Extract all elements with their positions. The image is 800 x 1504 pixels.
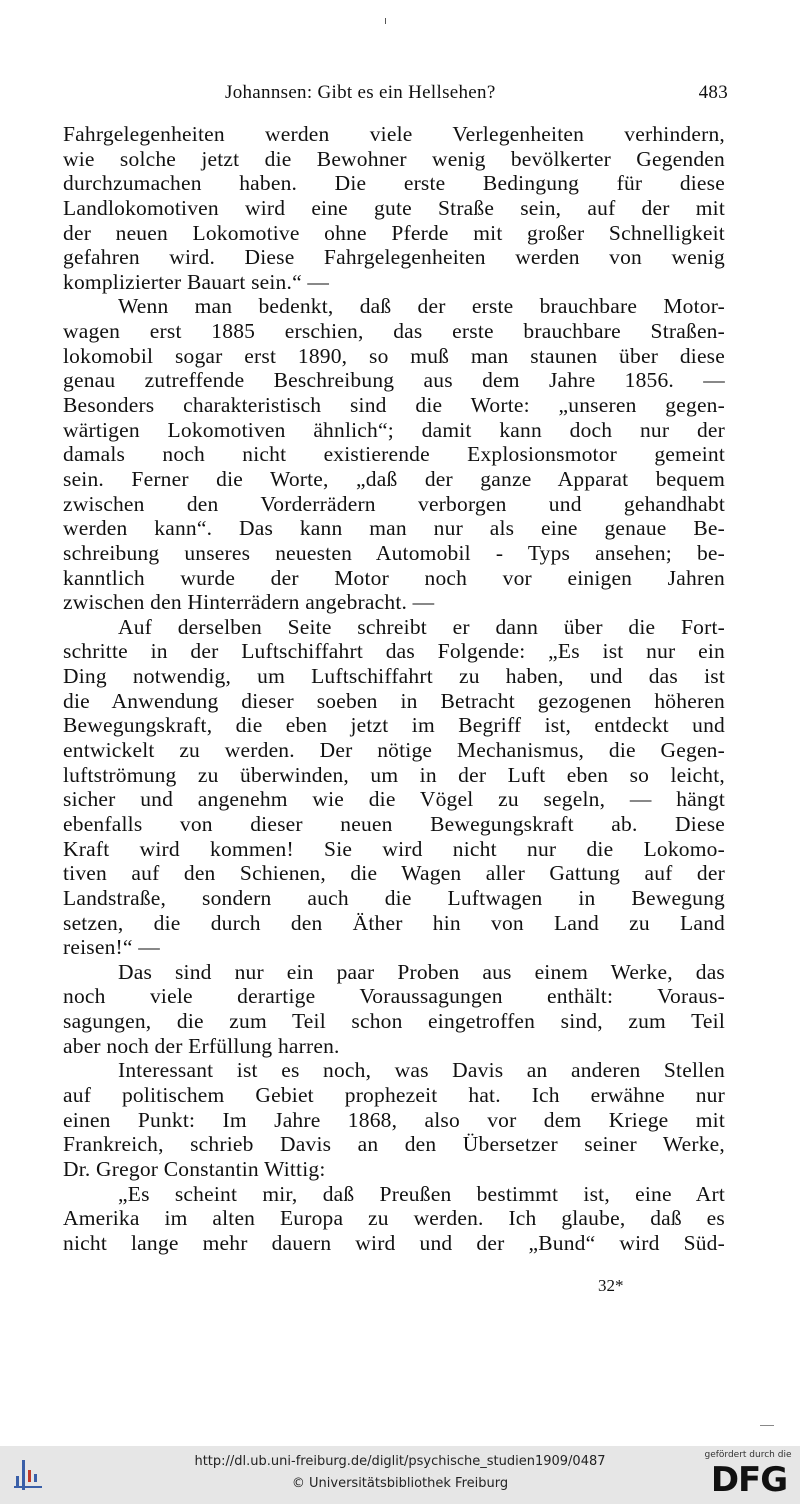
text-line: schritte in der Luftschiffahrt das Folgende: „Es ist nur ein <box>63 639 725 664</box>
text-line: reisen!“ — <box>63 935 160 960</box>
text-line: nicht lange mehr dauern wird und der „Bund“ wird Süd- <box>63 1230 725 1255</box>
copyright-text: © Universitätsbibliothek Freiburg <box>291 1476 509 1491</box>
text-line: Bewegungskraft, die eben jetzt im Begriff ist, entdeckt und <box>63 713 725 738</box>
text-line: Dr. Gregor Constantin Wittig: <box>63 1156 326 1181</box>
text-line: komplizierter Bauart sein.“ — <box>63 269 330 294</box>
signature-mark: 32* <box>598 1276 624 1295</box>
text-line: Wenn man bedenkt, daß der erste brauchbare Motor- <box>118 294 725 319</box>
scan-mark-corner <box>760 1425 774 1426</box>
text-line: Kraft wird kommen! Sie wird nicht nur die Lokomo- <box>63 836 725 861</box>
text-line: schreibung unseres neuesten Automobil - Typs ansehen; be- <box>63 540 725 565</box>
text-line: lokomobil sogar erst 1890, so muß man staunen über diese <box>63 343 725 368</box>
text-line: entwickelt zu werden. Der nötige Mechanismus, die Gegen- <box>63 738 725 763</box>
text-line: sagungen, die zum Teil schon eingetroffen sind, zum Teil <box>63 1009 725 1034</box>
text-line: werden kann“. Das kann man nur als eine genaue Be- <box>63 516 725 541</box>
text-line: Ding notwendig, um Luftschiffahrt zu haben, und das ist <box>63 664 725 689</box>
text-line: wagen erst 1885 erschien, das erste brauchbare Straßen- <box>63 319 725 344</box>
text-line: Frankreich, schrieb Davis an den Übersetzer seiner Werke, <box>63 1132 725 1157</box>
text-line: die Anwendung dieser soeben in Betracht gezogenen höheren <box>63 688 725 713</box>
dfg-badge <box>704 1450 792 1500</box>
scan-mark <box>385 18 386 24</box>
text-line: „Es scheint mir, daß Preußen bestimmt ist, eine Art <box>118 1181 725 1206</box>
text-line: wärtigen Lokomotiven ähnlich“; damit kann doch nur der <box>63 417 725 442</box>
text-line: genau zutreffende Beschreibung aus dem Jahre 1856. — <box>63 368 725 393</box>
text-line: sicher und angenehm wie die Vögel zu segeln, — hängt <box>63 787 725 812</box>
text-line: kanntlich wurde der Motor noch vor einigen Jahren <box>63 565 725 590</box>
text-line: Landstraße, sondern auch die Luftwagen in Bewegung <box>63 885 725 910</box>
body-text <box>63 122 725 1255</box>
text-line: Besonders charakteristisch sind die Worte: „unseren gegen- <box>63 393 725 418</box>
text-line: tiven auf den Schienen, die Wagen aller Gattung auf der <box>63 861 725 886</box>
text-line: noch viele derartige Voraussagungen enthält: Voraus- <box>63 984 725 1009</box>
text-line: Amerika im alten Europa zu werden. Ich glaube, daß es <box>63 1206 725 1231</box>
text-line: zwischen den Hinterrädern angebracht. — <box>63 590 435 615</box>
text-line: Fahrgelegenheiten werden viele Verlegenheiten verhindern, <box>63 122 725 146</box>
text-line: setzen, die durch den Äther hin von Land zu Land <box>63 910 725 935</box>
dfg-caption: gefördert durch die <box>704 1450 792 1460</box>
viewer-footer <box>0 1446 800 1504</box>
text-line: durchzumachen haben. Die erste Bedingung für diese <box>63 171 725 196</box>
text-line: ebenfalls von dieser neuen Bewegungskraft ab. Diese <box>63 811 725 836</box>
text-line: zwischen den Vorderrädern verborgen und gehandhabt <box>63 491 725 516</box>
text-line: Auf derselben Seite schreibt er dann über die Fort- <box>118 614 725 639</box>
text-line: wie solche jetzt die Bewohner wenig bevölkerter Gegenden <box>63 146 725 171</box>
text-line: damals noch nicht existierende Explosionsmotor gemeint <box>63 442 725 467</box>
text-line: Landlokomotiven wird eine gute Straße sein, auf der mit <box>63 195 725 220</box>
text-line: einen Punkt: Im Jahre 1868, also vor dem Kriege mit <box>63 1107 725 1132</box>
text-line: aber noch der Erfüllung harren. <box>63 1033 340 1058</box>
text-line: Das sind nur ein paar Proben aus einem Werke, das <box>118 959 725 984</box>
running-head-title: Johannsen: Gibt es ein Hellsehen? <box>225 82 496 103</box>
text-line: luftströmung zu überwinden, um in der Luft eben so leicht, <box>63 762 725 787</box>
text-line: der neuen Lokomotive ohne Pferde mit großer Schnelligkeit <box>63 220 725 245</box>
text-line: gefahren wird. Diese Fahrgelegenheiten werden von wenig <box>63 245 725 270</box>
page-number: 483 <box>698 82 728 103</box>
source-url-link[interactable]: http://dl.ub.uni-freiburg.de/diglit/psychische_studien1909/0487 <box>194 1454 606 1469</box>
text-line: Interessant ist es noch, was Davis an anderen Stellen <box>118 1058 725 1083</box>
text-line: auf politischem Gebiet prophezeit hat. Ich erwähne nur <box>63 1082 725 1107</box>
text-line: sein. Ferner die Worte, „daß der ganze Apparat bequem <box>63 466 725 491</box>
dfg-logo: DFG <box>710 1460 788 1500</box>
running-head <box>63 82 728 110</box>
